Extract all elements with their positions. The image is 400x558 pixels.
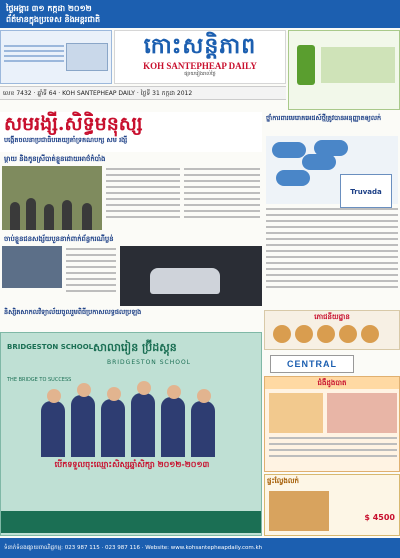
car-shape	[150, 268, 220, 294]
left-header-advert	[0, 30, 112, 84]
masthead-tagline: ផ្សាយរៀងរាល់ថ្ងៃ	[184, 71, 216, 77]
photo-figure	[62, 200, 72, 230]
advert-image	[66, 43, 108, 71]
advert-body-text	[269, 437, 397, 469]
student-figure	[191, 401, 215, 457]
food-image	[273, 325, 291, 343]
right-column-story[interactable]	[264, 112, 400, 312]
food-image	[317, 325, 335, 343]
health-advert-image	[269, 393, 323, 433]
product-bottle-image	[297, 45, 315, 85]
food-image	[295, 325, 313, 343]
restaurant-advert-title: ភោជនីយដ្ឋាន	[314, 313, 350, 321]
top-news-banner	[0, 0, 400, 28]
central-logo[interactable]: CENTRAL	[270, 355, 354, 373]
pill-shape	[272, 142, 306, 158]
masthead-logo: កោះសន្តិភាព	[143, 33, 257, 59]
house-price: $ 4500	[364, 513, 395, 522]
pill-shape	[276, 170, 310, 186]
restaurant-advert[interactable]	[264, 310, 400, 350]
pill-shape	[314, 140, 348, 156]
story-headline[interactable]: ចាប់ខ្លួនជនសង្ស័យបួននាក់ពាក់ព័ន្ធករណីប្លន់	[4, 235, 114, 243]
pill-photo	[266, 136, 398, 204]
lead-subheadline: បង្កើតចលនាប្រជាធិបតេយ្យគាំទ្រគណបក្ស សម រង្សី	[4, 136, 128, 144]
story-body-text	[66, 248, 116, 306]
house-advert-title: ផ្ទះល្វែងលក់	[267, 477, 299, 485]
food-image	[339, 325, 357, 343]
advert-photo	[321, 47, 395, 83]
student-figure	[101, 399, 125, 457]
student-figure	[71, 395, 95, 457]
lead-story[interactable]	[0, 112, 262, 152]
student-figure	[41, 401, 65, 457]
masthead	[114, 30, 286, 84]
story-headline[interactable]: ម្ដាយ និងកូនស្រីបាត់ខ្លួនដោយអាថ៌កំបាំង	[4, 155, 106, 163]
story-body-text	[184, 168, 260, 228]
students-photo	[41, 381, 231, 457]
house-sale-advert[interactable]	[264, 474, 400, 536]
right-column-headline[interactable]: ថ្នាំការពារមេរោគអេដស៍ថ្មីត្រូវបានអនុញ្ញាតឲ្យលក់	[266, 114, 382, 122]
school-advert[interactable]	[0, 332, 262, 536]
photo-figure	[82, 203, 92, 230]
story-body-text	[106, 168, 180, 228]
health-advert-image	[327, 393, 397, 433]
lead-headline[interactable]: សមរង្សី.សិទ្ធិមនុស្ស	[4, 113, 143, 135]
house-image	[269, 491, 329, 531]
student-figure	[161, 397, 185, 457]
story-photo-crowd	[2, 166, 102, 230]
school-slogan: THE BRIDGE TO SUCCESS	[7, 377, 72, 383]
masthead-english-title: KOH SANTEPHEAP DAILY	[143, 61, 257, 71]
health-advert-title: ជំងឺដូងបាត	[265, 377, 399, 389]
story-headline[interactable]: និស្សិតសាកលវិទ្យាល័យចូលរួមពិធីប្រកាសលទ្ធផលប្រឡង	[4, 308, 142, 316]
banner-line: ព័ត៌មានក្នុងប្រទេស និងអន្តរជាតិ	[6, 15, 101, 24]
school-name-khmer: សាលារៀន ប្រ៊ីដស្តុន	[93, 341, 177, 354]
school-logo: BRIDGESTON SCHOOL	[7, 343, 94, 351]
story-photo	[2, 246, 62, 288]
school-name-english: BRIDGESTON SCHOOL	[107, 359, 192, 366]
photo-figure	[44, 204, 54, 230]
photo-figure	[26, 198, 36, 230]
school-contact-strip	[1, 511, 262, 533]
food-image	[361, 325, 379, 343]
advert-text-lines	[4, 45, 64, 65]
drug-box-label: Truvada	[340, 174, 392, 208]
issue-dateline: លេខ 7432 · ឆ្នាំទី 64 · KOH SANTEPHEAP DAILY · ថ្ងៃទី 31 កក្កដា 2012	[0, 86, 286, 100]
health-advert[interactable]	[264, 376, 400, 472]
photo-figure	[10, 202, 20, 230]
enrollment-notice: បើកទទួលចុះឈ្មោះសិស្សឆ្នាំសិក្សា ២០១២-២០១៣	[54, 460, 210, 469]
page-footer: ទំនាក់ទំនងផ្សាយពាណិជ្ជកម្ម: 023 987 115 · 023 987 116 · Website: www.kohsantepheapdaily.com.kh	[0, 538, 400, 558]
right-header-advert	[288, 30, 400, 110]
story-body-text	[266, 208, 398, 308]
student-figure	[131, 393, 155, 457]
banner-line: ថ្ងៃអង្គារ ៣១ កក្កដា ២០១២	[6, 4, 92, 13]
pill-shape	[302, 154, 336, 170]
story-photo-police-car	[120, 246, 262, 306]
